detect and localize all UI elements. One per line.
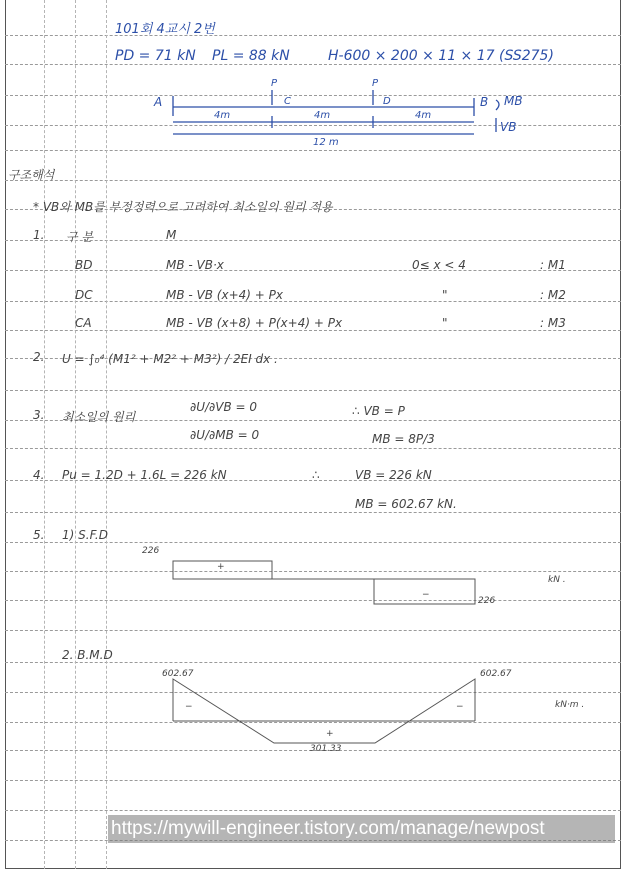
unit: kN·m . bbox=[555, 700, 585, 710]
sign: − bbox=[422, 590, 430, 600]
result: VB = 226 kN bbox=[355, 468, 432, 482]
problem-title: 101회 4교시 2번 bbox=[115, 22, 215, 37]
sign: + bbox=[326, 729, 334, 739]
equation: MB - VB (x+4) + Px bbox=[166, 288, 283, 302]
sign: − bbox=[456, 702, 464, 712]
result: ∴ VB = P bbox=[352, 404, 405, 418]
equation: MB - VB·x bbox=[166, 258, 224, 272]
note: * VB와 MB를 부정정력으로 고려하여 최소일의 원리 적용 bbox=[33, 200, 333, 214]
moment-label: MB bbox=[504, 94, 523, 108]
bmd-value: 602.67 bbox=[480, 669, 512, 679]
sfd-title: 1) S.F.D bbox=[62, 528, 108, 542]
step-number: 2. bbox=[33, 350, 45, 364]
span-label: 4m bbox=[214, 110, 231, 121]
total-span-label: 12 m bbox=[313, 137, 339, 148]
bmd-curve bbox=[173, 679, 475, 743]
sfd-value: 226 bbox=[478, 596, 496, 606]
live-load: PL = 88 kN bbox=[212, 48, 290, 64]
bmd-value: 602.67 bbox=[162, 669, 194, 679]
moment-name: : M2 bbox=[540, 288, 566, 302]
moment-name: : M1 bbox=[540, 258, 566, 272]
factored-load: Pu = 1.2D + 1.6L = 226 kN bbox=[62, 468, 227, 482]
sfd-value: 226 bbox=[142, 546, 160, 556]
watermark-url: https://mywill-engineer.tistory.com/manage/newpost bbox=[108, 815, 615, 843]
step-number: 4. bbox=[33, 468, 45, 482]
principle-label: 최소일의 원리 bbox=[62, 410, 136, 424]
condition: ∂U/∂VB = 0 bbox=[190, 400, 257, 414]
energy-equation: U = ∫₀⁴ (M1² + M2² + M3²) / 2EI dx . bbox=[62, 352, 278, 366]
section-spec: H-600 × 200 × 11 × 17 (SS275) bbox=[328, 48, 554, 64]
step-number: 5. bbox=[33, 528, 45, 542]
segment: CA bbox=[75, 316, 92, 330]
load-label-d: P bbox=[372, 78, 379, 89]
step-number: 3. bbox=[33, 408, 45, 422]
therefore: ∴ bbox=[312, 468, 320, 482]
sign: + bbox=[217, 562, 225, 572]
col-header: M bbox=[166, 228, 177, 242]
unit: kN . bbox=[548, 575, 566, 585]
segment: DC bbox=[75, 288, 93, 302]
load-label-c: P bbox=[271, 78, 278, 89]
step-number: 1. bbox=[33, 228, 45, 242]
sign: − bbox=[185, 702, 193, 712]
condition: ∂U/∂MB = 0 bbox=[190, 428, 260, 442]
section-heading: 구조해석 bbox=[8, 168, 55, 182]
col-header: 구 분 bbox=[66, 230, 93, 244]
reaction-label: VB bbox=[500, 120, 517, 134]
result: MB = 8P/3 bbox=[372, 432, 435, 446]
label-d: D bbox=[383, 96, 391, 107]
result: MB = 602.67 kN. bbox=[355, 497, 457, 511]
moment-arrow bbox=[496, 100, 499, 110]
label-c: C bbox=[284, 96, 291, 107]
label-b: B bbox=[480, 95, 489, 109]
range: " bbox=[442, 316, 448, 330]
segment: BD bbox=[75, 258, 93, 272]
moment-name: : M3 bbox=[540, 316, 566, 330]
dead-load: PD = 71 kN bbox=[115, 48, 196, 64]
bmd-value: 301.33 bbox=[310, 744, 342, 754]
label-a: A bbox=[154, 95, 163, 109]
equation: MB - VB (x+8) + P(x+4) + Px bbox=[166, 316, 343, 330]
span-label: 4m bbox=[314, 110, 331, 121]
span-label: 4m bbox=[415, 110, 432, 121]
range: 0≤ x < 4 bbox=[412, 258, 466, 272]
range: " bbox=[442, 288, 448, 302]
bmd-title: 2. B.M.D bbox=[62, 648, 113, 662]
